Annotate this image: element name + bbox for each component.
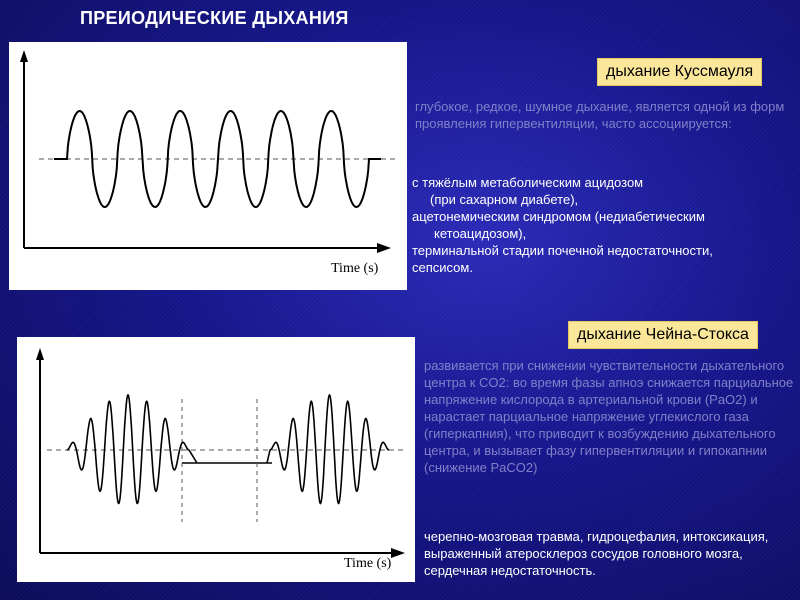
cheyne-stokes-burst-2: [267, 395, 389, 503]
slide-title: ПРЕИОДИЧЕСКИЕ ДЫХАНИЯ: [80, 8, 349, 28]
condition-line: с тяжёлым метаболическим ацидозом: [412, 175, 644, 190]
condition-line: терминальной стадии почечной недостаточности,: [412, 243, 713, 258]
cheyne-stokes-burst-1: [67, 395, 197, 503]
y-axis-arrow: [20, 50, 28, 62]
cheyne-stokes-breathing-graph: [17, 337, 415, 582]
y-axis-arrow: [36, 348, 44, 360]
kussmaul-conditions: [412, 174, 792, 276]
condition-line: сепсисом.: [412, 260, 473, 275]
cheyne-stokes-heading: дыхание Чейна-Стокса: [568, 321, 758, 349]
kussmaul-breathing-graph: [9, 42, 407, 290]
x-axis-arrow: [391, 548, 405, 558]
cheyne-stokes-graph-svg: [17, 337, 415, 582]
x-axis-label: Time (s): [331, 261, 379, 276]
condition-line: (при сахарном диабете),: [430, 192, 579, 207]
kussmaul-graph-svg: [9, 42, 407, 290]
cheyne-stokes-causes: черепно-мозговая травма, гидроцефалия, интоксикация, выраженный атеросклероз сосудов головного мозга, сердечная недостаточность.: [424, 529, 769, 578]
cheyne-stokes-description: развивается при снижении чувствительности дыхательного центра к CO2: во время фазы апноэ снижается парциальное напряжение кислорода в артериальной крови (PaO2) и нарастает парциальное напряжение углекислого газа (гиперкапния), что приводит к возбуждению дыхательного центра, и вызывает фазу гипервентиляции и гипокапнии (снижение PaCO2): [424, 358, 794, 475]
condition-line: ацетонемическим синдромом (недиабетическим: [412, 209, 705, 224]
x-axis-arrow: [377, 243, 391, 253]
kussmaul-heading: дыхание Куссмауля: [597, 58, 762, 86]
condition-line: кетоацидозом),: [434, 226, 527, 241]
kussmaul-description: глубокое, редкое, шумное дыхание, является одной из форм проявления гипервентиляции, часто ассоциируется:: [415, 99, 785, 131]
x-axis-label: Time (s): [344, 556, 392, 571]
